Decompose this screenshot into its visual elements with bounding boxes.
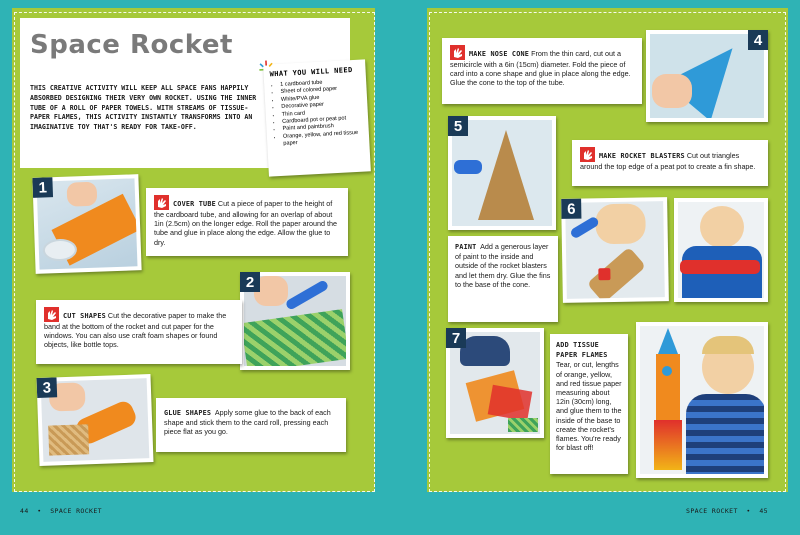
finished-fins-photo (674, 198, 768, 302)
step-5-card (572, 140, 768, 186)
step-text: Apply some glue to the back of each shape and stick them to the card roll, pressing each piece flat as you go. (164, 408, 331, 437)
step-4-photo (646, 30, 768, 122)
needs-item: • Thin card (282, 107, 362, 119)
step-3-card (156, 398, 346, 452)
hand-icon (580, 147, 595, 162)
step-7-card (550, 334, 628, 474)
hand-icon (44, 307, 59, 322)
needs-item: • Cardboard pot or peat pot (282, 115, 362, 127)
hand-icon (450, 45, 465, 60)
page-number: 44 (20, 507, 29, 515)
needs-item: • Decorative paper (281, 100, 361, 112)
folio-section: SPACE ROCKET (686, 507, 738, 515)
step-text: Cut the decorative paper to make the band at the bottom of the rocket and cut paper for the windows. You can also use craft foam shapes or found objects, like bottle tops. (44, 311, 227, 350)
step-2-photo (240, 272, 350, 370)
step-title: CUT SHAPES (63, 312, 106, 320)
step-text: Cut a piece of paper to the height of the cardboard tube, and allowing for an overlap of about 1in (2.5cm) on the longer edge. Roll the paper around the tube and glue in place along the edge. Allow the glue to dry. (154, 199, 338, 247)
step-text: Cut out triangles around the top edge of a peat pot to create a fin shape. (580, 151, 756, 171)
step-number: 6 (561, 199, 581, 219)
step-number: 4 (748, 30, 768, 50)
needs-item: • Sheet of colored paper (280, 85, 360, 97)
needs-card (263, 59, 371, 176)
step-number: 5 (448, 116, 468, 136)
folio-section: SPACE ROCKET (50, 507, 102, 515)
step-4-card (442, 38, 642, 104)
step-number: 3 (36, 377, 57, 398)
step-title: COVER TUBE (173, 200, 216, 208)
starburst-icon (257, 58, 276, 82)
step-title: PAINT (455, 243, 477, 251)
needs-item: • White/PVA glue (281, 92, 361, 104)
needs-title: WHAT YOU WILL NEED (269, 66, 353, 79)
needs-item: • Orange, yellow, and red tissue paper (283, 129, 364, 148)
step-1-card (146, 188, 348, 256)
needs-list (270, 78, 363, 149)
folio-right: SPACE ROCKET • 45 (686, 507, 768, 515)
step-3-photo (36, 374, 153, 466)
step-2-card (36, 300, 242, 364)
step-title: ADD TISSUE PAPER FLAMES (556, 341, 608, 360)
needs-item: • 1 cardboard tube (280, 78, 360, 90)
step-5-photo (448, 116, 556, 230)
finished-rocket-photo (636, 322, 768, 478)
page-number: 45 (759, 507, 768, 515)
step-title: GLUE SHAPES (164, 409, 212, 417)
step-number: 7 (446, 328, 466, 348)
step-text: From the thin card, cut out a semicircle with a 6in (15cm) diameter. Fold the piece of card into a cone shape and glue in place along the edge. Glue the cone to the top of the tube. (450, 49, 631, 88)
step-text: Tear, or cut, lengths of orange, yellow, and red tissue paper measuring about 12in (30cm) long, and glue them to the inside of the base to create the rocket's flames. You're ready for blast off! (556, 360, 622, 453)
step-number: 1 (32, 177, 53, 198)
step-title: MAKE ROCKET BLASTERS (599, 152, 685, 160)
step-6-card (448, 236, 558, 322)
step-text: Add a generous layer of paint to the inside and outside of the rocket blasters and let them dry. Glue the fins to the base of the cone. (455, 242, 551, 289)
step-7-photo (446, 328, 544, 438)
page-title: Space Rocket (30, 30, 233, 60)
step-number: 2 (240, 272, 260, 292)
step-1-photo (32, 174, 141, 274)
step-title: MAKE NOSE CONE (469, 50, 530, 58)
folio-left: 44 • SPACE ROCKET (20, 507, 102, 515)
hand-icon (154, 195, 169, 210)
step-6-photo (561, 197, 669, 303)
needs-item: • Paint and paintbrush (282, 122, 362, 134)
intro-text: THIS CREATIVE ACTIVITY WILL KEEP ALL SPACE FANS HAPPILY ABSORBED DESIGNING THEIR VERY OWN ROCKET. USING THE INNER TUBE OF A ROLL OF PAPER TOWELS. WITH STREAMS OF TISSUE-PAPER FLAMES, THIS ACTIVITY INSTANTLY TRANSFORMS INTO AN IMAGINATIVE TOY THAT'S READY FOR TAKE-OFF. (30, 84, 257, 132)
